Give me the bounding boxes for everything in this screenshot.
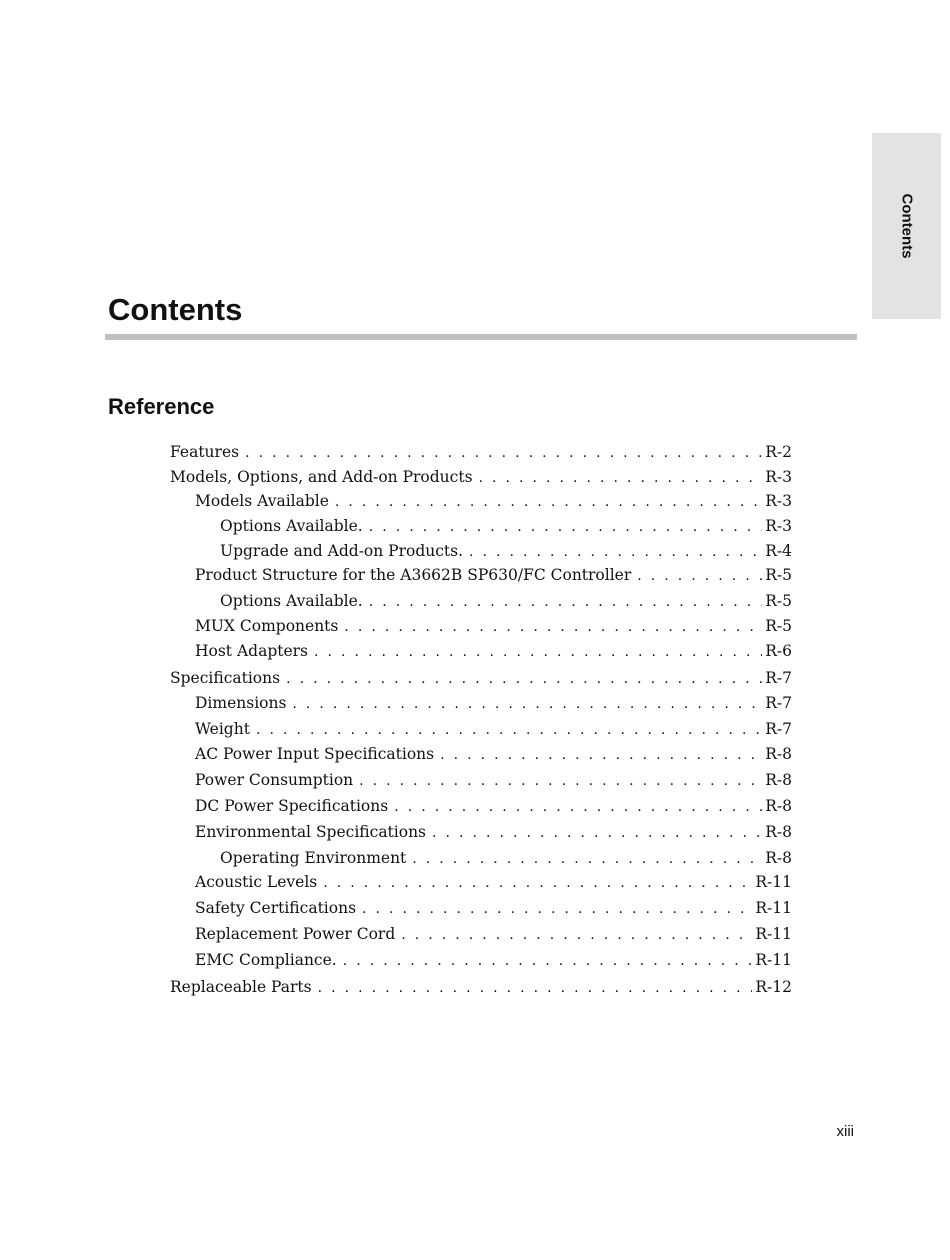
toc-entry-page: R-2	[765, 443, 792, 461]
page-title: Contents	[108, 292, 243, 327]
toc-entry-page: R-8	[765, 797, 792, 815]
toc-entry[interactable]	[195, 795, 792, 817]
toc-entry-page: R-5	[765, 617, 792, 635]
toc-entry[interactable]	[220, 540, 792, 562]
toc-entry[interactable]	[195, 871, 792, 893]
toc-entry-page: R-4	[765, 542, 792, 560]
toc-entry-title: Options Available.	[220, 517, 363, 535]
toc-entry-page: R-8	[765, 745, 792, 763]
toc-entry-title: Host Adapters	[195, 642, 309, 660]
toc-entry-page: R-6	[765, 642, 792, 660]
toc-entry-title: Operating Environment	[220, 849, 407, 867]
section-heading: Reference	[108, 394, 215, 419]
toc-entry-page: R-11	[755, 873, 792, 891]
toc-leader	[335, 491, 762, 513]
toc-entry-page: R-8	[765, 771, 792, 789]
toc-entry-title: Weight	[195, 720, 250, 738]
toc-entry-page: R-11	[755, 925, 792, 943]
toc-leader	[369, 591, 763, 613]
toc-leader	[432, 822, 762, 844]
toc-entry-title: DC Power Specifications	[195, 797, 389, 815]
toc-entry-page: R-3	[765, 492, 792, 510]
toc-entry-title: Product Structure for the A3662B SP630/FC Controller	[195, 566, 632, 584]
toc-entry[interactable]	[195, 897, 792, 919]
toc-entry-title: Features	[170, 443, 240, 461]
toc-leader	[479, 467, 763, 489]
toc-leader	[286, 668, 762, 690]
toc-entry[interactable]	[195, 640, 792, 662]
toc-entry[interactable]	[195, 564, 792, 586]
toc-entry-title: EMC Compliance.	[195, 951, 337, 969]
toc-leader	[344, 616, 762, 638]
toc-entry[interactable]	[195, 949, 792, 971]
toc-entry-title: Models, Options, and Add-on Products	[170, 468, 473, 486]
toc-entry-title: Environmental Specifications	[195, 823, 427, 841]
toc-leader	[440, 744, 762, 766]
toc-entry-page: R-11	[755, 951, 792, 969]
toc-entry-title: MUX Components	[195, 617, 339, 635]
toc-leader	[469, 541, 762, 563]
toc-entry-title: Dimensions	[195, 694, 287, 712]
toc-entry-title: Safety Certifications	[195, 899, 357, 917]
toc-entry[interactable]	[220, 515, 792, 537]
toc-entry-title: Specifications	[170, 669, 281, 687]
toc-leader	[359, 770, 762, 792]
toc-entry-page: R-3	[765, 517, 792, 535]
toc-entry[interactable]	[195, 490, 792, 512]
toc-leader	[314, 641, 762, 663]
toc-entry-page: R-7	[765, 694, 792, 712]
toc-entry-page: R-5	[765, 566, 792, 584]
side-tab-label: Contents	[898, 193, 915, 259]
toc-entry-page: R-7	[765, 669, 792, 687]
toc-leader	[318, 977, 753, 999]
toc-entry[interactable]	[195, 615, 792, 637]
toc-entry-page: R-8	[765, 849, 792, 867]
toc-leader	[292, 693, 762, 715]
toc-entry[interactable]	[195, 692, 792, 714]
toc-leader	[343, 950, 753, 972]
toc-entry[interactable]	[195, 718, 792, 740]
toc-entry[interactable]	[170, 441, 792, 463]
toc-entry-title: Options Available.	[220, 592, 363, 610]
toc-leader	[256, 719, 762, 741]
toc-leader	[637, 565, 762, 587]
toc-entry-page: R-3	[765, 468, 792, 486]
toc-entry[interactable]	[195, 743, 792, 765]
toc-leader	[394, 796, 762, 818]
toc-entry-title: AC Power Input Specifications	[195, 745, 435, 763]
page-number: xiii	[836, 1123, 854, 1140]
toc-entry[interactable]	[170, 466, 792, 488]
toc-leader	[412, 848, 762, 870]
toc-leader	[362, 898, 752, 920]
toc-entry[interactable]	[170, 667, 792, 689]
toc-entry[interactable]	[220, 590, 792, 612]
toc-entry-page: R-11	[755, 899, 792, 917]
toc-entry-page: R-8	[765, 823, 792, 841]
toc-entry-title: Power Consumption	[195, 771, 354, 789]
toc-entry-title: Models Available	[195, 492, 329, 510]
toc-entry-title: Replacement Power Cord	[195, 925, 396, 943]
toc-entry[interactable]	[170, 976, 792, 998]
toc-entry[interactable]	[220, 847, 792, 869]
toc-entry-title: Acoustic Levels	[195, 873, 318, 891]
toc-leader	[245, 442, 762, 464]
toc-entry-page: R-12	[755, 978, 792, 996]
toc-entry-title: Replaceable Parts	[170, 978, 312, 996]
toc-entry[interactable]	[195, 923, 792, 945]
toc-entry-page: R-5	[765, 592, 792, 610]
toc-leader	[401, 924, 752, 946]
toc-leader	[323, 872, 752, 894]
toc-entry-title: Upgrade and Add-on Products.	[220, 542, 464, 560]
toc-entry[interactable]	[195, 821, 792, 843]
toc-entry-page: R-7	[765, 720, 792, 738]
toc-leader	[369, 516, 763, 538]
toc-entry[interactable]	[195, 769, 792, 791]
